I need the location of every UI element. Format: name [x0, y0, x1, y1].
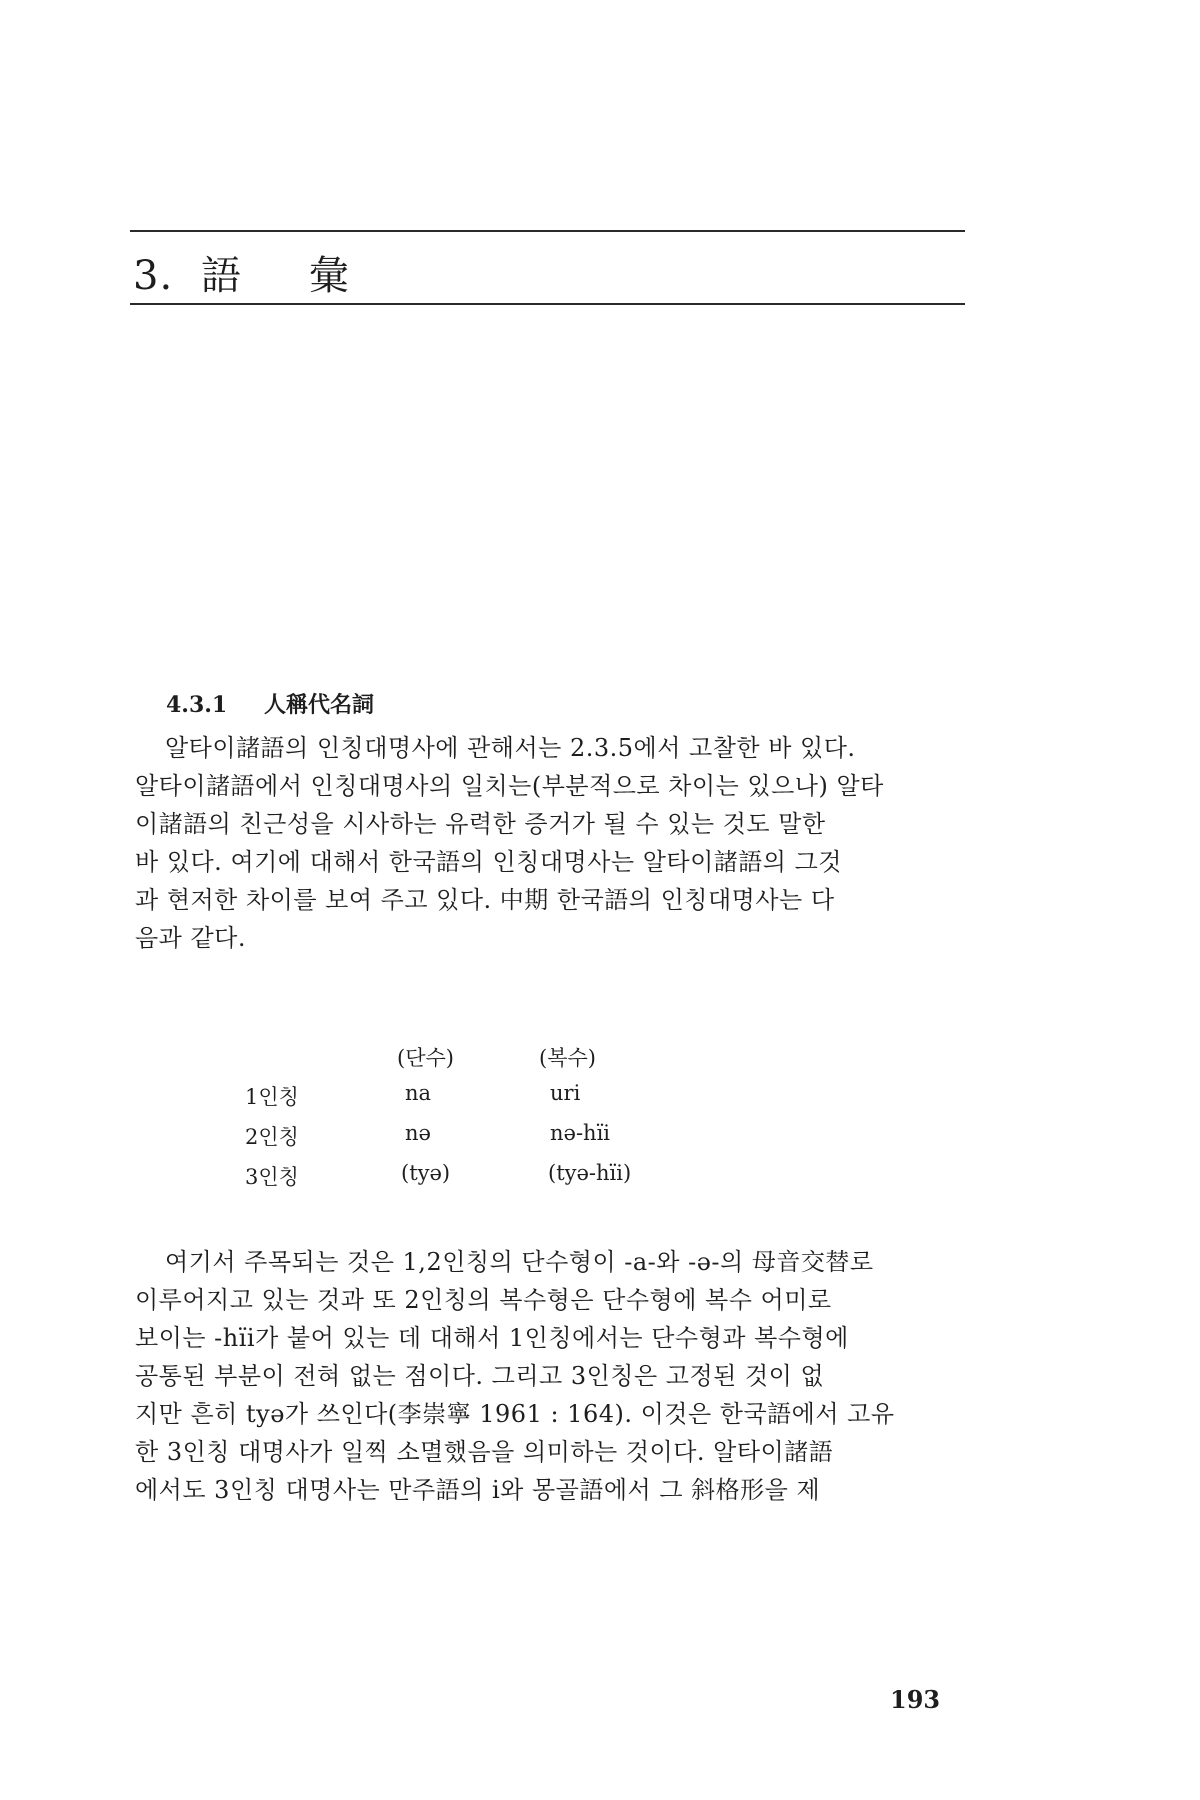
paragraph-line: 알타이諸語에서 인칭대명사의 일치는(부분적으로 차이는 있으나) 알타	[135, 772, 884, 800]
table-row-plural: (tyə-hïi)	[548, 1161, 632, 1185]
table-row-singular: (tyə)	[401, 1161, 451, 1185]
table-header-singular: (단수)	[397, 1046, 454, 1070]
table-row-plural: nə-hïi	[550, 1121, 611, 1145]
chapter-number: 3.	[133, 253, 174, 299]
table-row-person: 2인칭	[245, 1125, 299, 1149]
paragraph-line: 알타이諸語의 인칭대명사에 관해서는 2.3.5에서 고찰한 바 있다.	[165, 734, 856, 762]
section-heading	[166, 688, 374, 719]
paragraph-line: 음과 같다.	[135, 924, 246, 952]
paragraph-1	[135, 729, 965, 957]
chapter-title	[133, 244, 350, 301]
paragraph-line: 이루어지고 있는 것과 또 2인칭의 복수형은 단수형에 복수 어미로	[135, 1286, 832, 1314]
paragraph-line: 에서도 3인칭 대명사는 만주語의 i와 몽골語에서 그 斜格形을 제	[135, 1476, 821, 1504]
table-row-plural: uri	[550, 1081, 581, 1105]
table-row-singular: na	[405, 1081, 432, 1105]
header-top-rule	[130, 230, 965, 232]
paragraph-line: 보이는 -hïi가 붙어 있는 데 대해서 1인칭에서는 단수형과 복수형에	[135, 1324, 849, 1352]
page-number: 193	[890, 1685, 941, 1714]
paragraph-2	[135, 1243, 965, 1509]
paragraph-line: 여기서 주목되는 것은 1,2인칭의 단수형이 -a-와 -ə-의 母音交替로	[165, 1248, 874, 1276]
table-row-person: 1인칭	[245, 1085, 299, 1109]
paragraph-line: 이諸語의 친근성을 시사하는 유력한 증거가 될 수 있는 것도 말한	[135, 810, 826, 838]
section-title: 人稱代名詞	[264, 692, 375, 718]
paragraph-line: 한 3인칭 대명사가 일찍 소멸했음을 의미하는 것이다. 알타이諸語	[135, 1438, 834, 1466]
chapter-title-char-1: 語	[201, 253, 242, 299]
table-row-singular: nə	[405, 1121, 431, 1145]
section-number: 4.3.1	[166, 692, 228, 718]
paragraph-line: 지만 흔히 tyə가 쓰인다(李崇寧 1961 : 164). 이것은 한국語에서 고유	[135, 1400, 895, 1428]
paragraph-line: 공통된 부분이 전혀 없는 점이다. 그리고 3인칭은 고정된 것이 없	[135, 1362, 825, 1390]
chapter-title-char-2: 彙	[309, 253, 350, 299]
paragraph-line: 바 있다. 여기에 대해서 한국語의 인칭대명사는 알타이諸語의 그것	[135, 848, 842, 876]
header-bottom-rule	[130, 303, 965, 305]
paragraph-line: 과 현저한 차이를 보여 주고 있다. 中期 한국語의 인칭대명사는 다	[135, 886, 835, 914]
table-header-plural: (복수)	[539, 1046, 596, 1070]
table-row-person: 3인칭	[245, 1165, 299, 1189]
